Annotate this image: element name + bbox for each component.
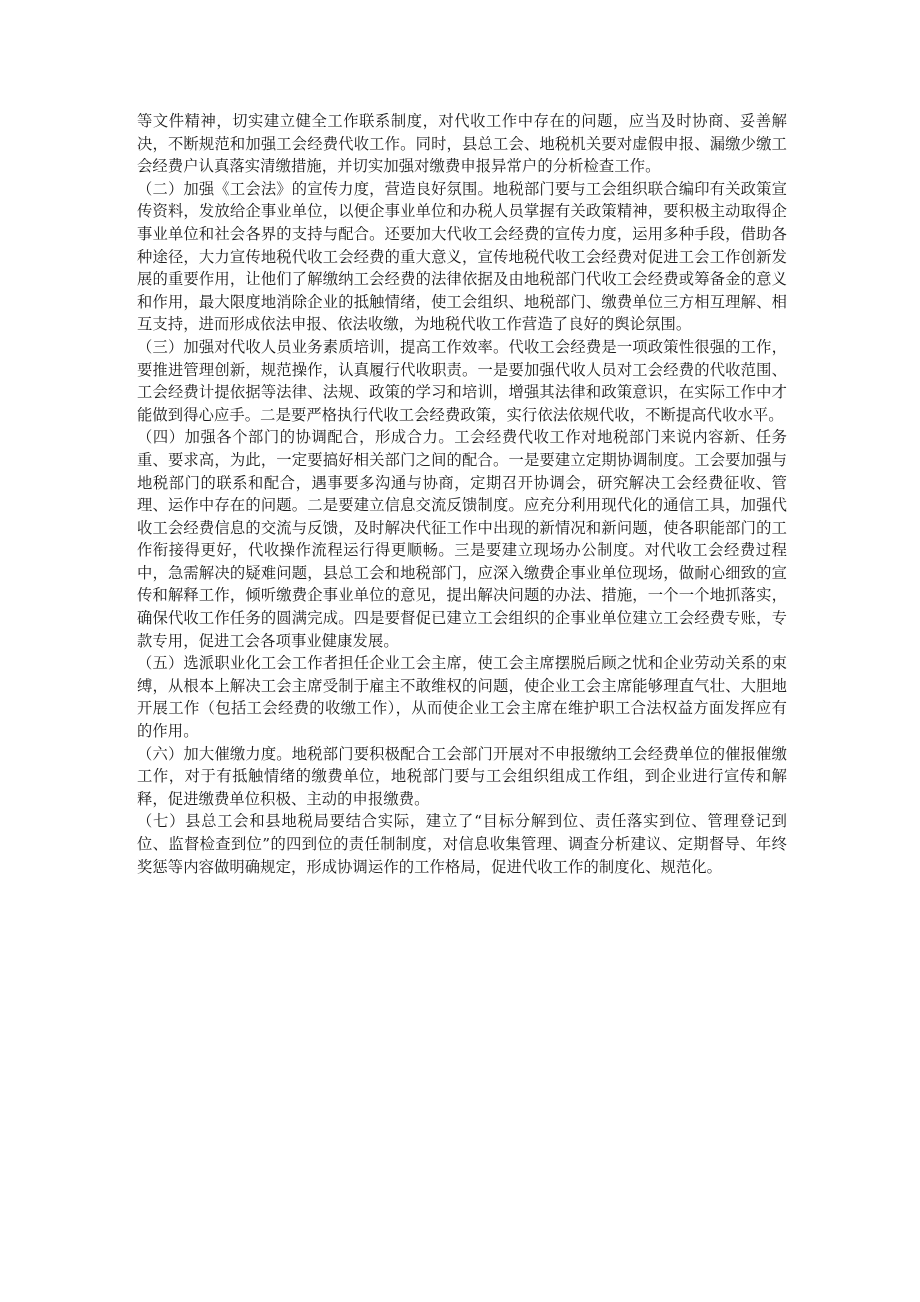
paragraph-continuation: 等文件精神，切实建立健全工作联系制度，对代收工作中存在的问题，应当及时协商、妥善解决，不断规范和加强工会经费代收工作。同时，县总工会、地税机关要对虚假申报、漏缴少缴工会经费户认真落实清缴措施，并切实加强对缴费申报异常户的分析检查工作。 <box>137 112 787 176</box>
paragraph-section-2: （二）加强《工会法》的宣传力度，营造良好氛围。地税部门要与工会组织联合编印有关政策宣传资料，发放给企事业单位，以便企事业单位和办税人员掌握有关政策精神，要积极主动取得企事业单位和社会各界的支持与配合。还要加大代收工会经费的宣传力度，运用多种手段，借助各种途径，大力宣传地税代收工会经费的重大意义，宣传地税代收工会经费对促进工会工作创新发展的重要作用，让他们了解缴纳工会经费的法律依据及由地税部门代收工会经费或筹备金的意义和作用，最大限度地消除企业的抵触情绪，使工会组织、地税部门、缴费单位三方相互理解、相互支持，进而形成依法申报、依法收缴，为地税代收工作营造了良好的舆论氛围。 <box>137 179 787 334</box>
paragraph-section-3: （三）加强对代收人员业务素质培训，提高工作效率。代收工会经费是一项政策性很强的工作，要推进管理创新，规范操作，认真履行代收职责。一是要加强代收人员对工会经费的代收范围、工会经费计提依据等法律、法规、政策的学习和培训，增强其法律和政策意识，在实际工作中才能做到得心应手。二是要严格执行代收工会经费政策，实行依法依规代收，不断提高代收水平。 <box>137 337 787 424</box>
document-body <box>137 110 787 878</box>
paragraph-section-7: （七）县总工会和县地税局要结合实际，建立了“目标分解到位、责任落实到位、管理登记到位、监督检查到位”的四到位的责任制制度，对信息收集管理、调查分析建议、定期督导、年终奖惩等内容做明确规定，形成协调运作的工作格局，促进代收工作的制度化、规范化。 <box>137 812 787 876</box>
paragraph-section-5: （五）选派职业化工会工作者担任企业工会主席，使工会主席摆脱后顾之忧和企业劳动关系的束缚，从根本上解决工会主席受制于雇主不敢维权的问题，使企业工会主席能够理直气壮、大胆地开展工作（包括工会经费的收缴工作），从而使企业工会主席在维护职工合法权益方面发挥应有的作用。 <box>137 654 787 741</box>
paragraph-section-4: （四）加强各个部门的协调配合，形成合力。工会经费代收工作对地税部门来说内容新、任务重、要求高，为此，一定要搞好相关部门之间的配合。一是要建立定期协调制度。工会要加强与地税部门的联系和配合，遇事要多沟通与协商，定期召开协调会，研究解决工会经费征收、管理、运作中存在的问题。二是要建立信息交流反馈制度。应充分利用现代化的通信工具，加强代收工会经费信息的交流与反馈，及时解决代征工作中出现的新情况和新问题，使各职能部门的工作衔接得更好，代收操作流程运行得更顺畅。三是要建立现场办公制度。对代收工会经费过程中，急需解决的疑难问题，县总工会和地税部门，应深入缴费企事业单位现场，做耐心细致的宣传和解释工作，倾听缴费企事业单位的意见，提出解决问题的办法、措施，一个一个地抓落实，确保代收工作任务的圆满完成。四是要督促已建立工会组织的企事业单位建立工会经费专账，专款专用，促进工会各项事业健康发展。 <box>137 428 787 650</box>
paragraph-section-6: （六）加大催缴力度。地税部门要积极配合工会部门开展对不申报缴纳工会经费单位的催报催缴工作，对于有抵触情绪的缴费单位，地税部门要与工会组织组成工作组，到企业进行宣传和解释，促进缴费单位积极、主动的申报缴费。 <box>137 744 787 808</box>
